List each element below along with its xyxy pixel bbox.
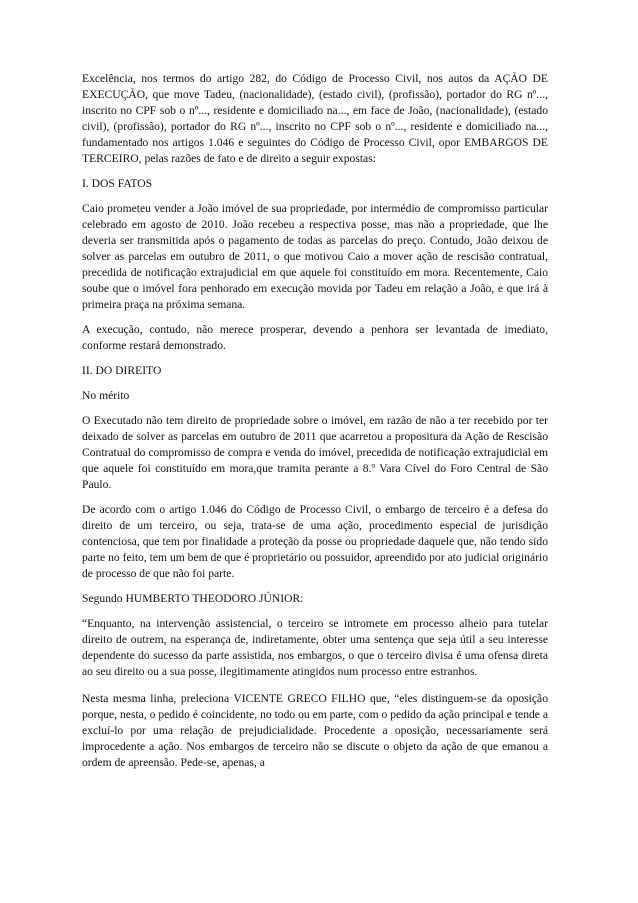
law-paragraph-2: De acordo com o artigo 1.046 do Código de Processo Civil, o embargo de terceiro é a defesa do direito de um terceiro, ou seja, trata-se de uma ação, procedimento especial de jurisdição contenciosa, que tem por finalidade a proteção da posse ou propriedade daquele que, não tendo sido parte no feito, tem um bem de que é proprietário ou possuidor, apreendido por ato judicial originário de processo de que não foi parte. [82,503,548,580]
merit-title: No mérito [82,389,130,402]
doctrine-quote: “Enquanto, na intervenção assistencial, o terceiro se intromete em processo alheio para tutelar direito de outrem, na esperança de, indiretamente, obter uma sentença que seja útil a seu interesse dependente do sucesso da parte assistida, nos embargos, o que o terceiro divisa é uma ofensa direta ao seu direito ou a sua posse, ilegitimamente atingidos num processo entre estranhos. [82,617,548,678]
intro-paragraph: Excelência, nos termos do artigo 282, do Código de Processo Civil, nos autos da AÇÃO DE EXECUÇÃO, que move Tadeu, (nacionalidade), (estado civil), (profissão), portador do RG nº..., inscrito no CPF sob o nº..., residente e domiciliado na..., em face de João, (nacionalidade), (estado civil), (profissão), portador do RG nº..., inscrito no CPF sob o nº..., residente e domiciliado na..., fundamentado nos artigos 1.046 e seguintes do Código de Processo Civil, opor EMBARGOS DE TERCEIRO, pelas razões de fato e de direito a seguir expostas: [82,72,548,165]
document-body [82,71,548,780]
section-title-law: II. DO DIREITO [82,364,162,377]
law-paragraph-3: Segundo HUMBERTO THEODORO JÚNIOR: [82,592,304,605]
facts-paragraph-2: A execução, contudo, não merece prosperar, devendo a penhora ser levantada de imediato, conforme restará demonstrado. [82,323,548,352]
facts-paragraph-1: Caio prometeu vender a João imóvel de sua propriedade, por intermédio de compromisso particular celebrado em agosto de 2010. João recebeu a respectiva posse, mas não a propriedade, que lhe deveria ser transmitida após o pagamento de todas as parcelas do preço. Contudo, João deixou de solver as parcelas em outubro de 2011, o que motivou Caio a mover ação de rescisão contratual, precedida de notificação extrajudicial em que aquele foi constituído em mora. Recentemente, Caio soube que o imóvel fora penhorado em execução movida por Tadeu em relação a João, e que irá à primeira praça na próxima semana. [82,202,548,311]
section-title-facts: I. DOS FATOS [82,177,153,190]
law-paragraph-1: O Executado não tem direito de propriedade sobre o imóvel, em razão de não a ter recebido por ter deixado de solver as parcelas em outubro de 2011 que acarretou a propositura da Ação de Rescisão Contratual do compromisso de compra e venda do imóvel, precedida de notificação extrajudicial em que aquele foi constituído em mora,que tramita perante a 8.º Vara Cível do Foro Central de São Paulo. [82,414,548,491]
law-paragraph-4: Nesta mesma linha, preleciona VICENTE GRECO FILHO que, “eles distinguem-se da oposição porque, nesta, o pedido é coincidente, no todo ou em parte, com o pedido da ação principal e tende a excluí-lo por uma relação de prejudicialidade. Procedente a oposição, necessariamente será improcedente a ação. Nos embargos de terceiro não se discute o objeto da ação de que emanou a ordem de apreensão. Pede-se, apenas, a [82,692,548,769]
